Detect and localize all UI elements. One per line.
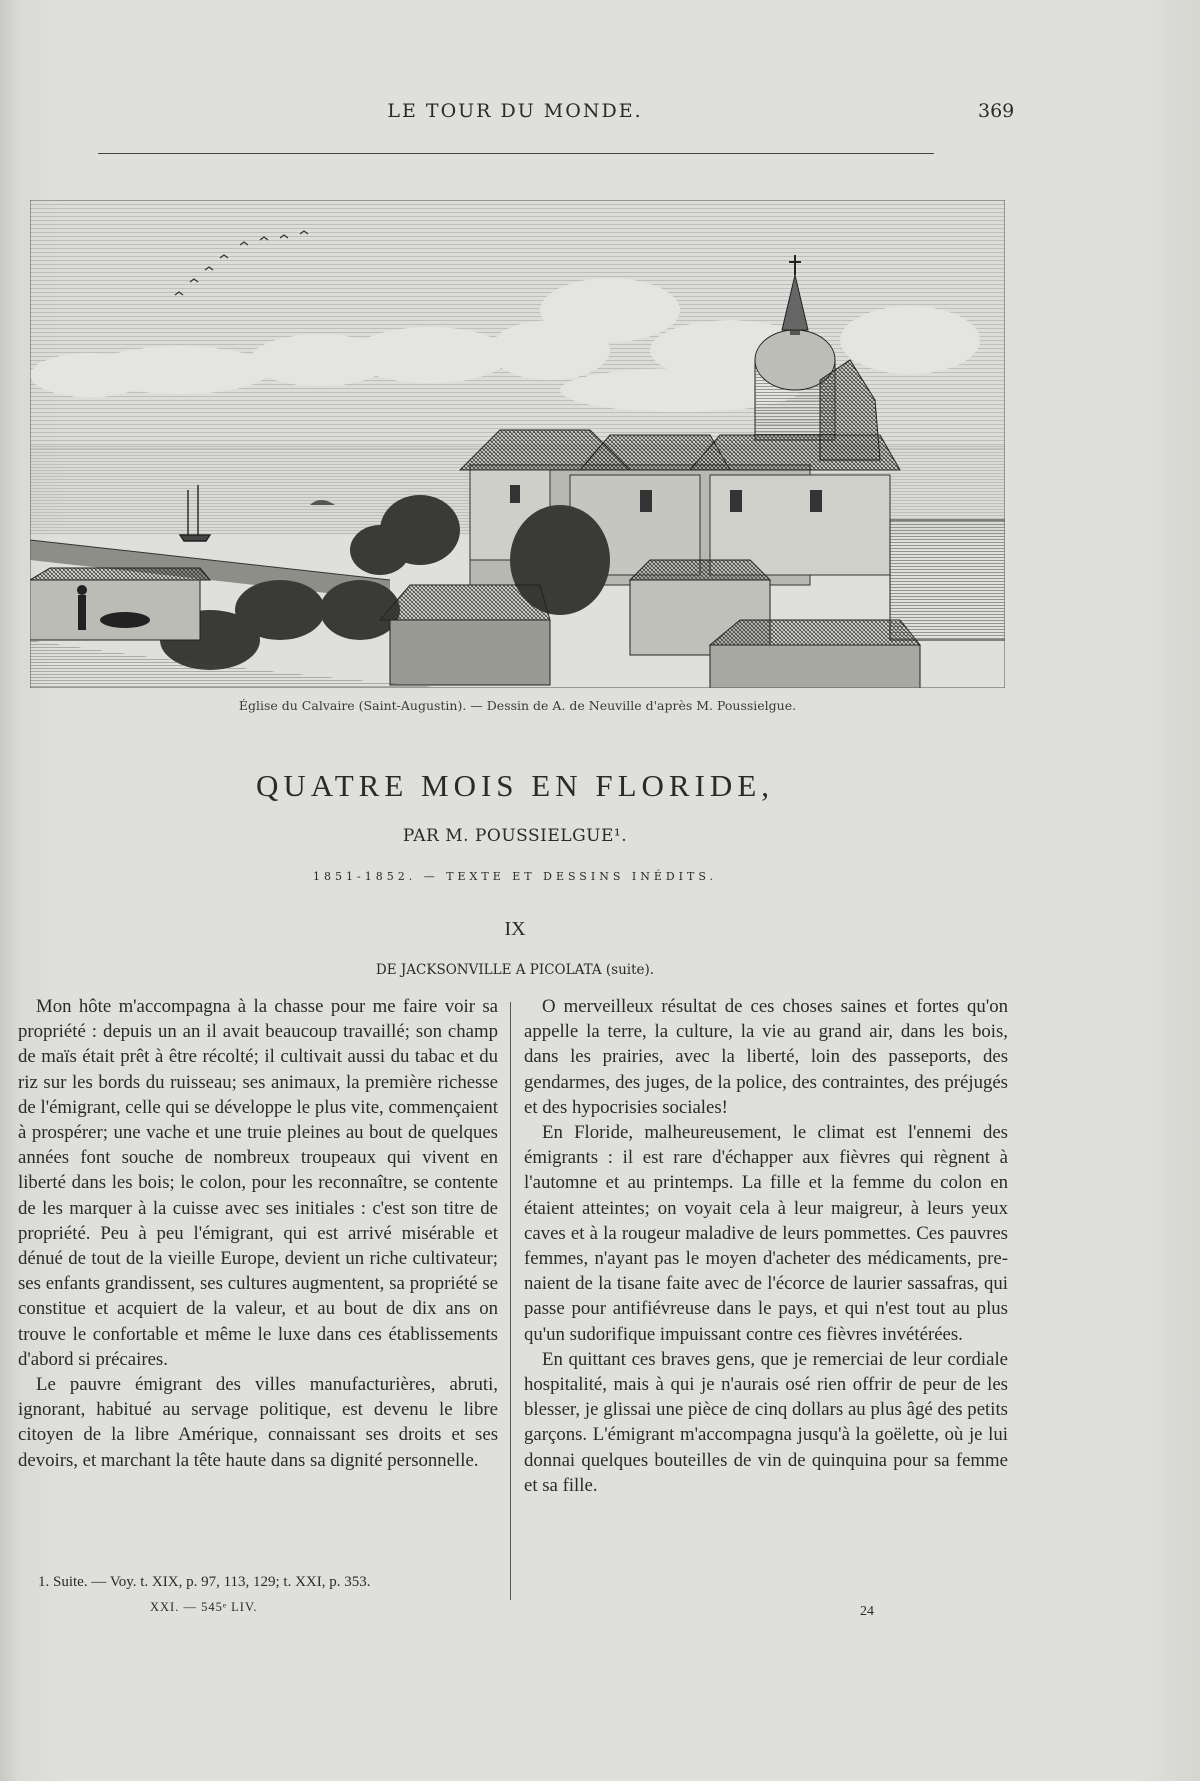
article-date-line: 1851-1852. — TEXTE ET DESSINS INÉDITS. bbox=[313, 870, 717, 883]
left-paragraph: Mon hôte m'accompagna à la chasse pour me faire voir sa propriété : depuis un an il avait beaucoup travaillé; son champ de maïs était prêt à être récolté; il cultivait aussi du tabac et du riz sur les bords du ruisseau; ses animaux, la première richesse de l'émigrant, celle qui se développe le plus vite, commençaient à prospérer; une vache et une truie pleines au bout de quelques années font souche de nombreux troupeaux qui vivent en liberté dans les bois; le colon, pour les reconnaître, se contente de les marquer à la cuisse avec ses initiales : c'est son titre de propriété. Peu à peu l'émigrant, qui est arrivé misérable et dénué de tout de la vieille Europe, devient un riche cultivateur; ses enfants grandissent, ses cultures augmentent, sa propriété se constitue et acquiert de la valeur, et au bout de dix ans on trouve le confortable et même le luxe dans ces établissements d'abord si précaires. bbox=[18, 996, 498, 1370]
column-divider bbox=[510, 1002, 511, 1600]
volume-signature: XXI. — 545ᵉ LIV. bbox=[150, 1600, 258, 1614]
left-paragraph: Le pauvre émigrant des villes manufacturières, abruti, ignorant, habitué au servage politique, est devenu le libre citoyen de la libre Amérique, connaissant ses droits et ses devoirs, et marchant la tête haute dans sa dignité personnelle. bbox=[18, 1374, 498, 1471]
article-title: QUATRE MOIS EN FLORIDE, bbox=[256, 768, 774, 803]
footnote: 1. Suite. — Voy. t. XIX, p. 97, 113, 129; t. XXI, p. 353. bbox=[38, 1574, 371, 1590]
left-column bbox=[18, 994, 498, 1473]
illustration-caption: Église du Calvaire (Saint-Augustin). — Dessin de A. de Neuville d'après M. Poussielgue. bbox=[238, 698, 797, 713]
header-rule bbox=[98, 153, 934, 154]
sheet-signature: 24 bbox=[860, 1604, 874, 1619]
right-column bbox=[524, 994, 1008, 1498]
running-header-title: LE TOUR DU MONDE. bbox=[387, 100, 643, 122]
right-paragraph: En Floride, malheureusement, le climat est l'ennemi des émigrants : il est rare d'échapper aux fièvres qui règnent à l'automne et au printemps. La fille et la femme du colon en étaient atteintes; on voyait cela à leur maigreur, à leurs yeux caves et à la rougeur maladive de leurs pommettes. Ces pauvres femmes, n'ayant pas le moyen d'acheter des médicaments, prenaient de la tisane faite avec de l'écorce de laurier sassafras, qui passe pour antifiévreuse dans le pays, et qui n'est tout au plus qu'un sudorifique impuissant contre ces fièvres invétérées. bbox=[524, 1122, 1008, 1345]
right-paragraph: O merveilleux résultat de ces choses saines et fortes qu'on appelle la terre, la culture, la vie au grand air, dans les bois, dans les prairies, avec la liberté, loin des passeports, des gendarmes, des juges, de la police, des contraintes, des préjugés et des hypocrisies sociales! bbox=[524, 996, 1008, 1118]
engraving-illustration bbox=[30, 200, 1005, 688]
right-paragraph: En quittant ces braves gens, que je remerciai de leur cordiale hospitalité, mais à qui je n'aurais osé rien offrir de peur de les blesser, je glissai une pièce de cinq dollars au plus âgé des petits garçons. L'émigrant m'accompagna jusqu'à la goëlette, où je lui donnai quelques bouteilles de vin de quinquina pour sa femme et sa fille. bbox=[524, 1348, 1008, 1496]
page-number: 369 bbox=[978, 100, 1015, 122]
article-byline: PAR M. POUSSIELGUE¹. bbox=[402, 826, 628, 846]
chapter-number: IX bbox=[504, 918, 526, 940]
chapter-title: DE JACKSONVILLE A PICOLATA (suite). bbox=[375, 962, 655, 978]
